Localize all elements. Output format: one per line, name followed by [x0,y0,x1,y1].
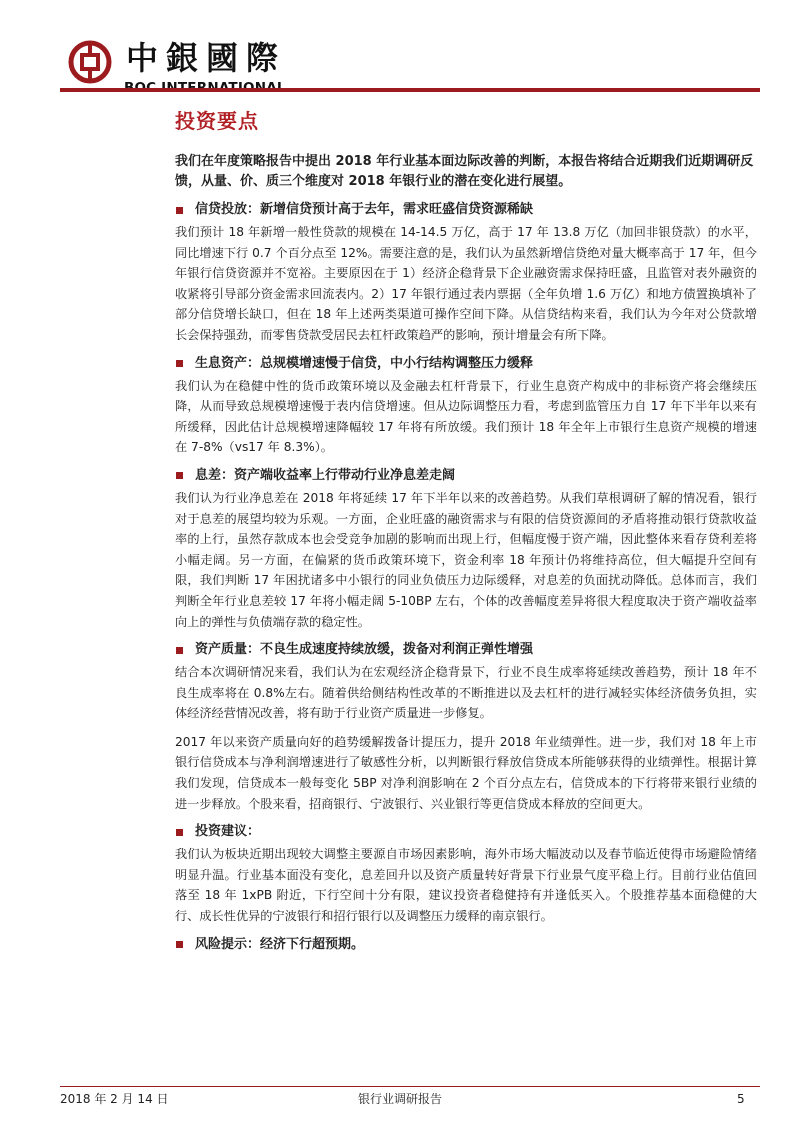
page-header [60,18,760,98]
section-heading [175,822,757,842]
intro-paragraph: 我们在年度策略报告中提出 2018 年行业基本面边际改善的判断，本报告将结合近期我们近期调研反馈，从量、价、质三个维度对 2018 年银行业的潜在变化进行展望。 [175,154,754,189]
section-heading [175,200,757,220]
section-heading-text: 投资建议： [195,824,261,840]
section-title: 投资要点 [175,109,259,133]
section-heading-text: 生息资产：总规模增速慢于信贷，中小行结构调整压力缓释 [195,355,534,371]
body-paragraph: 我们认为在稳健中性的货币政策环境以及金融去杠杆背景下，行业生息资产构成中的非标资产将会继续压降，从而导致总规模增速慢于表内信贷增速。但从边际调整压力看，考虑到监管压力自 17 年下半年以来有所缓释，因此估计总规模增速降幅较 17 年将有所放缓。我们预计 18 年全年上市银行生息资产规模的增速在 7-8%（vs17 年 8.3%）。 [175,378,757,455]
section-heading-text: 风险提示：经济下行超预期。 [195,936,365,952]
bullet-square-icon [176,472,183,479]
section-heading [175,935,757,955]
footer-doc-title: 银行业调研报告 [357,1092,442,1106]
section-heading [175,354,757,374]
section-heading-text: 信贷投放：新增信贷预计高于去年，需求旺盛信贷资源稀缺 [195,202,534,217]
boc-logo-icon [68,40,112,84]
section-heading [175,466,757,486]
body-paragraph: 我们认为行业净息差在 2018 年将延续 17 年下半年以来的改善趋势。从我们草根调研了解的情况看，银行对于息差的展望均较为乐观。一方面，企业旺盛的融资需求与有限的信贷资源间的矛盾将推动银行贷款收益率的上行，虽然存款成本也会受竞争加剧的影响而出现上行，但幅度慢于资产端，因此整体来看存贷利差将小幅走阔。另一方面，在偏紧的货币政策环境下，资金利率 18 年预计仍将维持高位，但大幅提升空间有限，我们判断 17 年困扰诸多中小银行的同业负债压力边际缓释，对息差的负面扰动降低。总体而言，我们判断全年行业息差较 17 年将小幅走阔 5-10BP 左右，个体的改善幅度差异将很大程度取决于资产端收益率向上的弹性与负债端存款的稳定性。 [175,490,757,629]
footer-date: 2018 年 2 月 14 日 [60,1092,169,1106]
logo-chinese-name: 中銀國際 [126,39,287,77]
bullet-square-icon [176,941,183,948]
body-paragraph: 2017 年以来资产质量向好的趋势缓解拨备计提压力，提升 2018 年业绩弹性。进一步，我们对 18 年上市银行信贷成本与净利润增速进行了敏感性分析，以判断银行释放信贷成本所能够获得的业绩弹性。根据计算我们发现，信贷成本一般每变化 5BP 对净利润影响在 2 个百分点左右，信贷成本的下行将带来银行业绩的进一步释放。个股来看，招商银行、宁波银行、兴业银行等更信贷成本释放的空间更大。 [175,734,757,811]
bullet-square-icon [176,829,183,836]
bullet-square-icon [176,207,183,214]
section-heading-text: 息差：资产端收益率上行带动行业净息差走阔 [195,467,456,483]
body-paragraph: 我们预计 18 年新增一般性贷款的规模在 14-14.5 万亿，高于 17 年 13.8 万亿（加回非银贷款）的水平，同比增速下行 0.7 个百分点至 12%。需要注意的是，我们认为虽然新增信贷绝对量大概率高于 17 年，但今年银行信贷资源并不宽裕。主要原因在于 1）经济企稳背景下企业融资需求保持旺盛，且监管对表外融资的收紧将引导部分资金需求回流表内。2）17 年银行通过表内票据（全年负增 1.6 万亿）和地方债置换填补了部分信贷增长缺口，但在 18 年上述两类渠道可操作空间下降。从信贷结构来看，我们认为今年对公贷款增长会保持强劲，而零售贷款受居民去杠杆政策趋严的影响，预计增量会有所下降。 [175,225,757,342]
bullet-square-icon [176,360,183,367]
bullet-square-icon [176,647,183,654]
body-paragraph: 结合本次调研情况来看，我们认为在宏观经济企稳背景下，行业不良生成率将延续改善趋势，预计 18 年不良生成率将在 0.8%左右。随着供给侧结构性改革的不断推进以及去杠杆的进行减轻实体经济债务负担，实体经济经营情况改善，将有助于行业资产质量进一步修复。 [175,665,757,721]
body-paragraph: 我们认为板块近期出现较大调整主要源自市场因素影响，海外市场大幅波动以及春节临近使得市场避险情绪明显升温。行业基本面没有变化，息差回升以及资产质量转好背景下行业景气度平稳上行。目前行业估值回落至 18 年 1xPB 附近，下行空间十分有限，建议投资者稳健持有并逢低买入。个股推荐基本面稳健的大行、成长性优异的宁波银行和招行银行以及调整压力缓释的南京银行。 [175,847,757,924]
page-number: 5 [737,1092,745,1106]
report-body [175,152,757,957]
header-divider [60,88,760,92]
section-heading [175,640,757,660]
footer-divider [60,1086,760,1087]
section-heading-text: 资产质量：不良生成速度持续放缓，拨备对利润正弹性增强 [195,642,534,658]
